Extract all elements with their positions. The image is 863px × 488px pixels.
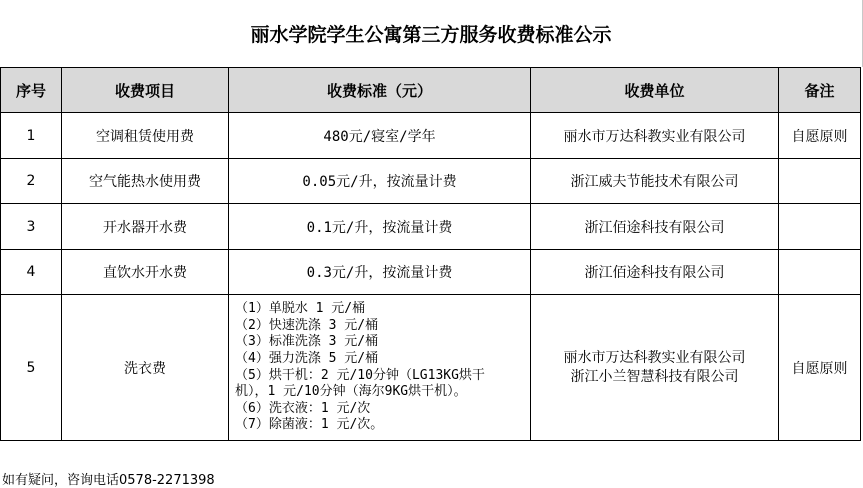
row-index: 2 [1,159,62,204]
row-index: 5 [1,295,62,441]
row-unit: 浙江小兰智慧科技有限公司 [570,368,739,385]
row-item: 直饮水开水费 [62,250,229,295]
header-standard: 收费标准（元） [229,68,531,113]
page-title [0,0,863,67]
row-remark [779,159,861,204]
header-remark: 备注 [779,68,861,113]
row-item: 空气能热水使用费 [62,159,229,204]
contact-footer: 如有疑问，咨询电话0578-2271398 [2,473,215,488]
laundry-line: （4）强力洗涤 5 元/桶 [235,350,379,366]
row-unit: 丽水市万达科教实业有限公司 [531,113,779,159]
row-index: 1 [1,113,62,159]
fee-table [0,67,861,441]
row-item: 开水器开水费 [62,204,229,250]
laundry-line: （2）快速洗涤 3 元/桶 [235,317,379,333]
table-row [1,159,861,204]
row-standard: 480元/寝室/学年 [229,113,531,159]
row-unit: 浙江佰途科技有限公司 [531,204,779,250]
header-index: 序号 [1,68,62,113]
laundry-line: （6）洗衣液：1 元/次 [235,400,371,416]
row-remark: 自愿原则 [779,113,861,159]
page-title-text: 丽水学院学生公寓第三方服务收费标准公示 [250,24,612,46]
table-row [1,295,861,441]
laundry-line: （5）烘干机：2 元/10分钟（LG13KG烘干 [235,367,485,383]
header-item: 收费项目 [62,68,229,113]
row-remark [779,250,861,295]
row-item: 空调租赁使用费 [62,113,229,159]
row-unit: 丽水市万达科教实业有限公司 [563,349,746,366]
row-remark: 自愿原则 [779,295,861,441]
laundry-line: 机），1 元/10分钟（海尔9KG烘干机）。 [235,384,467,400]
table-row [1,250,861,295]
table-row [1,113,861,159]
row-item: 洗衣费 [62,295,229,441]
row-standard-list [229,295,531,441]
table-header-row [1,68,861,113]
row-standard: 0.05元/升，按流量计费 [229,159,531,204]
row-standard: 0.3元/升，按流量计费 [229,250,531,295]
laundry-line: （7）除菌液：1 元/次。 [235,417,384,433]
table-row [1,204,861,250]
row-unit: 浙江佰途科技有限公司 [531,250,779,295]
laundry-line: （1）单脱水 1 元/桶 [235,301,366,317]
header-unit: 收费单位 [531,68,779,113]
row-index: 4 [1,250,62,295]
row-unit-list [531,295,779,441]
row-remark [779,204,861,250]
row-standard: 0.1元/升，按流量计费 [229,204,531,250]
laundry-line: （3）标准洗涤 3 元/桶 [235,334,379,350]
row-unit: 浙江威夫节能技术有限公司 [531,159,779,204]
row-index: 3 [1,204,62,250]
